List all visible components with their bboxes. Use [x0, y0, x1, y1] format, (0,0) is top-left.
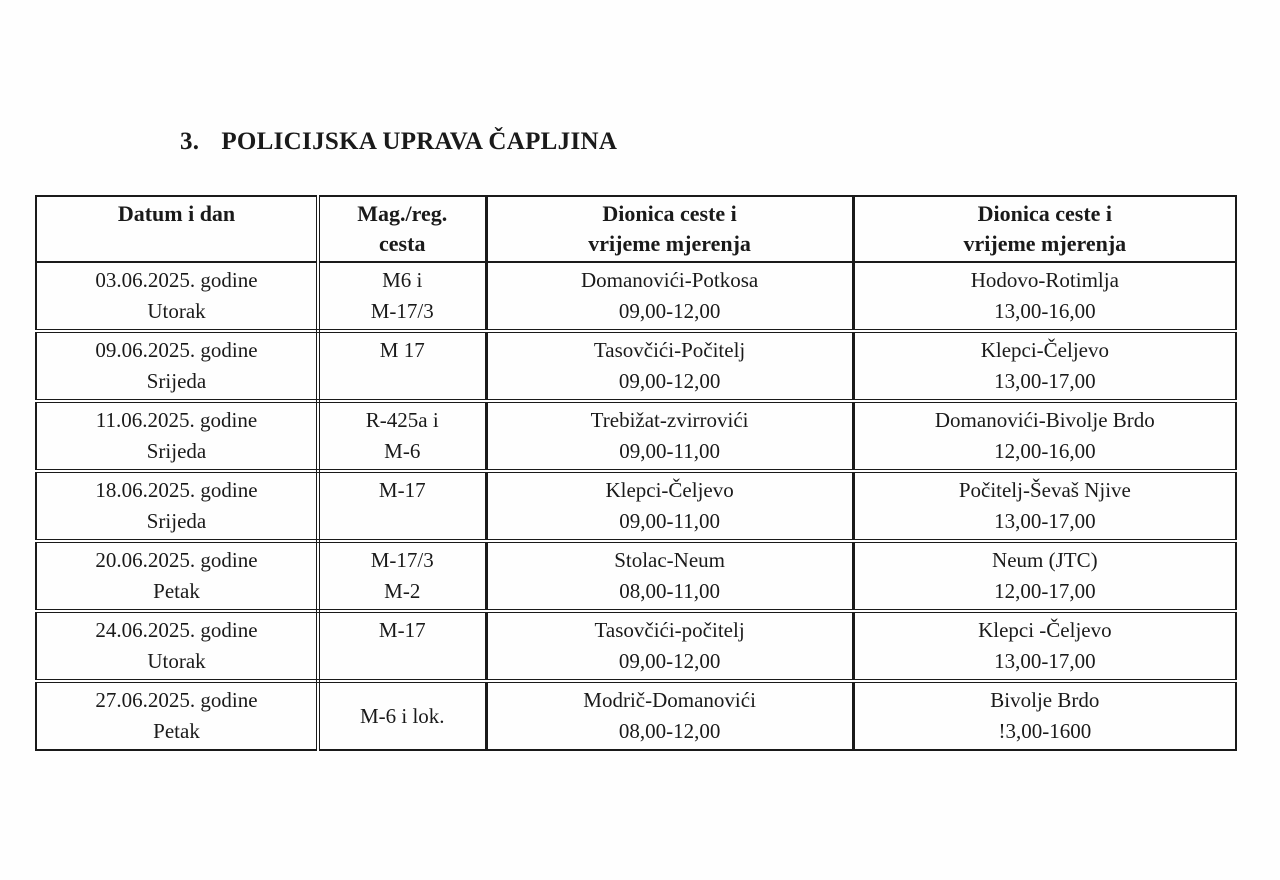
cell-date: 11.06.2025. godine Srijeda — [36, 401, 318, 471]
cell-road: R-425a i M-6 — [318, 401, 486, 471]
cell-road: M-6 i lok. — [318, 681, 486, 750]
cell-date: 24.06.2025. godine Utorak — [36, 611, 318, 681]
cell-section-1: Domanovići-Potkosa 09,00-12,00 — [486, 262, 853, 331]
cell-section-1: Klepci-Čeljevo 09,00-11,00 — [486, 471, 853, 541]
cell-date: 20.06.2025. godine Petak — [36, 541, 318, 611]
cell-section-1: Tasovčići-Počitelj 09,00-12,00 — [486, 331, 853, 401]
table-row — [36, 681, 1236, 750]
cell-date: 27.06.2025. godine Petak — [36, 681, 318, 750]
page-title — [180, 128, 617, 156]
cell-road: M 17 — [318, 331, 486, 401]
cell-section-2: Hodovo-Rotimlja 13,00-16,00 — [853, 262, 1236, 331]
cell-section-2: Domanovići-Bivolje Brdo 12,00-16,00 — [853, 401, 1236, 471]
table-row — [36, 331, 1236, 401]
heading-number: 3. — [180, 128, 200, 155]
table-row — [36, 262, 1236, 331]
cell-section-2: Klepci -Čeljevo 13,00-17,00 — [853, 611, 1236, 681]
header-datum-i-dan: Datum i dan — [36, 196, 318, 262]
cell-date: 03.06.2025. godine Utorak — [36, 262, 318, 331]
measurement-schedule-table — [35, 195, 1237, 751]
table-row — [36, 541, 1236, 611]
cell-section-2: Klepci-Čeljevo 13,00-17,00 — [853, 331, 1236, 401]
cell-section-1: Tasovčići-počitelj 09,00-12,00 — [486, 611, 853, 681]
heading-text: POLICIJSKA UPRAVA ČAPLJINA — [221, 128, 618, 155]
table-header-row — [36, 196, 1236, 262]
cell-road: M-17/3 M-2 — [318, 541, 486, 611]
cell-section-1: Stolac-Neum 08,00-11,00 — [486, 541, 853, 611]
cell-section-2: Počitelj-Ševaš Njive 13,00-17,00 — [853, 471, 1236, 541]
cell-date: 09.06.2025. godine Srijeda — [36, 331, 318, 401]
table-row — [36, 401, 1236, 471]
header-mag-reg-cesta: Mag./reg. cesta — [318, 196, 486, 262]
cell-section-1: Modrič-Domanovići 08,00-12,00 — [486, 681, 853, 750]
table-row — [36, 611, 1236, 681]
table-row — [36, 471, 1236, 541]
cell-section-2: Neum (JTC) 12,00-17,00 — [853, 541, 1236, 611]
cell-road: M-17 — [318, 611, 486, 681]
header-dionica-2: Dionica ceste i vrijeme mjerenja — [853, 196, 1236, 262]
cell-section-1: Trebižat-zvirrovići 09,00-11,00 — [486, 401, 853, 471]
header-dionica-1: Dionica ceste i vrijeme mjerenja — [486, 196, 853, 262]
cell-road: M6 i M-17/3 — [318, 262, 486, 331]
cell-date: 18.06.2025. godine Srijeda — [36, 471, 318, 541]
cell-section-2: Bivolje Brdo !3,00-1600 — [853, 681, 1236, 750]
cell-road: M-17 — [318, 471, 486, 541]
